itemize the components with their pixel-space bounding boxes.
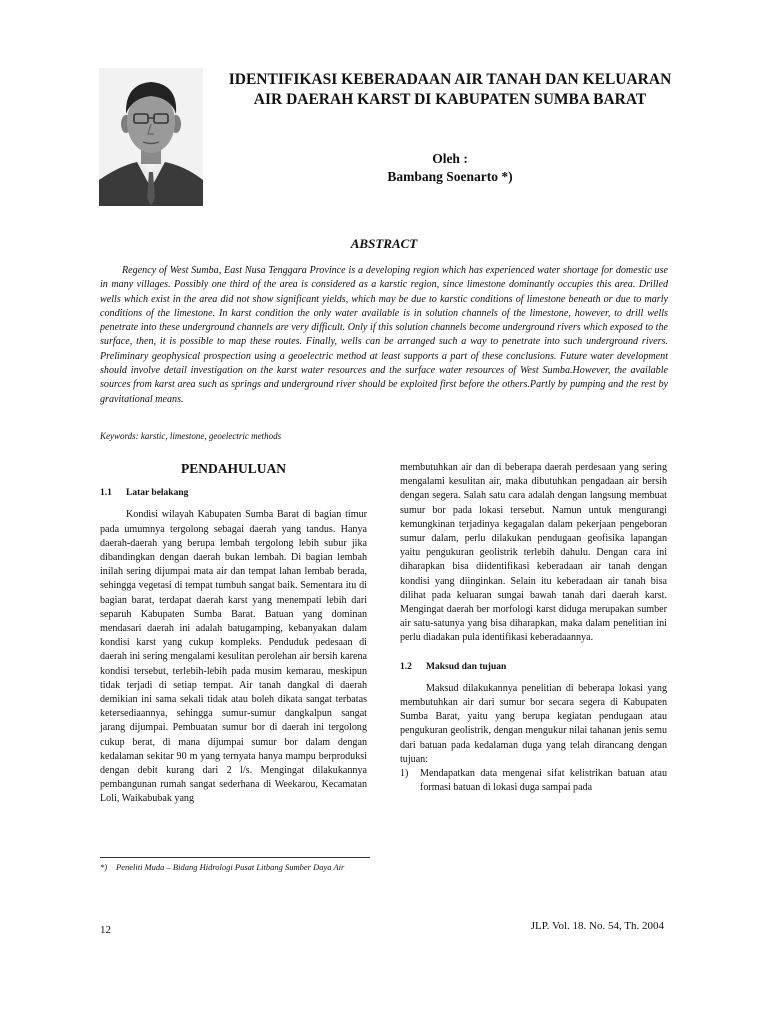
subsection-heading-1-1: [100, 486, 367, 500]
abstract-heading: ABSTRACT: [350, 236, 418, 251]
author-block: [225, 150, 675, 186]
footnote-text: Peneliti Muda – Bidang Hidrologi Pusat Litbang Sumber Daya Air: [116, 862, 345, 872]
subsection-number: 1.1: [100, 488, 112, 499]
paper-title: IDENTIFIKASI KEBERADAAN AIR TANAH DAN KELUARAN AIR DAERAH KARST DI KABUPATEN SUMBA BARAT: [228, 71, 672, 108]
keywords: Keywords: karstic, limestone, geoelectric methods: [100, 431, 282, 441]
abstract-body: Regency of West Sumba, East Nusa Tenggara Province is a developing region which has experienced water shortage for domestic use in many villages. Possibly one third of the area is considered as a karstic region, since limestone dominantly occupies this area. Drilled wells which exist in the area did not show significant yields, which may be due to karstic conditions of limestone beneath or due to marly conditions of the limestone. In karst condition the only water available is in solution channels of the limestone, however, to drill wells penetrate into these underground channels are very difficult. Only if this solution channels become underground rivers which exposed to the surface, then, it is possible to map these routes. Finally, wells can be arranged such a way to penetrate into such underground rivers. Preliminary geophysical prospection using a geoelectric method at least supports a part of these conclusions. Future water development should involve detail investigation on the karst water resources and the surface water resources of West Sumba.However, the available sources from karst area such as springs and underground river should be exploited first before the others.Partly by pumping and the rest by gravitational means.: [100, 265, 668, 405]
subsection-title: Maksud dan tujuan: [426, 661, 507, 672]
page-number: 12: [100, 924, 111, 936]
footnote: [100, 861, 370, 873]
journal-reference: JLP. Vol. 18. No. 54, Th. 2004: [530, 920, 664, 932]
footnote-divider: [100, 857, 370, 858]
author-photo: [99, 68, 203, 206]
subsection-number: 1.2: [400, 661, 412, 672]
paragraph-latar-belakang: Kondisi wilayah Kabupaten Sumba Barat di bagian timur pada umumnya tergolong sebagai daerah yang tandus. Hanya daerah-daerah yang berupa lembah tergolong lebih subur jika dibandingkan dengan daerah bukan lembah. Di bagian lembah inilah sering dijumpai mata air dan tempat lahan lembab berada, sehingga vegetasi di tempat tumbuh sangat baik. Sementara itu di bagian barat, terdapat daerah karst yang menempati lebih dari separuh Kabupaten Sumba Barat. Batuan yang dominan mendasari daerah ini adalah batugamping, kebanyakan dalam kondisi karst yang cukup kompleks. Penduduk pedesaan di daerah ini sering mengalami kesulitan perolehan air bersih karena kondisi tersebut, terlebih-lebih pada musim kemarau, meskipun tidak terjadi di setiap tempat. Air tanah dangkal di daerah demikian ini sama sekali tidak atau boleh dikata sangat terbatas ketersediaannya, sehingga sumur-sumur dangkalpun sangat jarang dijumpai. Pembuatan sumur bor di daerah ini tergolong cukup berat, di mana dijumpai sumur bor dalam dengan kedalaman sekitar 90 m yang ternyata hanya mampu berproduksi dengan debit kurang dari 2 l/s. Mengingat dilakukannya pembangunan rumah sangat sederhana di Weekarou, Kecamatan Loli, Waikabubak yang: [100, 509, 367, 805]
section-heading-pendahuluan: PENDAHULUAN: [180, 461, 286, 476]
list-text: Mendapatkan data mengenai sifat kelistrikan batuan atau formasi batuan di lokasi duga sampai pada: [420, 768, 667, 794]
subsection-heading-1-2: [400, 660, 667, 674]
author-name: Bambang Soenarto *): [387, 169, 513, 184]
right-column: [400, 461, 667, 795]
footnote-mark: *): [100, 862, 108, 872]
author-portrait-image: [99, 68, 203, 206]
list-number: 1): [400, 768, 409, 780]
paragraph-maksud-tujuan: Maksud dilakukannya penelitian di beberapa lokasi yang membutuhkan air dari sumur bor secara segera di Kabupaten Sumba Barat, yaitu yang berupa kegiatan pendugaan atau pengukuran geolistrik, dengan mengukur nilai tahanan jenis semu dari batuan pada kedalaman duga yang telah dirancang dengan tujuan:: [400, 682, 667, 765]
list-item: [400, 767, 667, 795]
subsection-title: Latar belakang: [126, 488, 189, 499]
by-label: Oleh :: [432, 151, 468, 166]
paragraph-latar-belakang-cont: membutuhkan air dan di beberapa daerah perdesaan yang sering mengalami kesulitan air, maka dibutuhkan pengadaan air bersih dengan segera. Salah satu cara adalah dengan langsung membuat sumur bor pada lokasi tersebut. Namun untuk mengurangi kemungkinan terjadinya kegagalan dalam pekerjaan pengeboran sumur dalam, perlu dilakukan pendugaan geofisika lapangan yaitu pengukuran geolistrik terlebih dahulu. Dengan cara ini diharapkan bisa diidentifikasi keberadaan air tanah dengan kondisi yang diinginkan. Selain itu keberadaan air tanah bisa dilihat pada keluaran sungai bawah tanah dari daerah karst. Mengingat daerah ber morfologi karst diduga merupakan sumber air satu-satunya yang bisa diharapkan, maka dalam penelitian ini perlu diadakan pula identifikasi keberadaannya.: [400, 462, 667, 644]
left-column: [100, 460, 367, 807]
